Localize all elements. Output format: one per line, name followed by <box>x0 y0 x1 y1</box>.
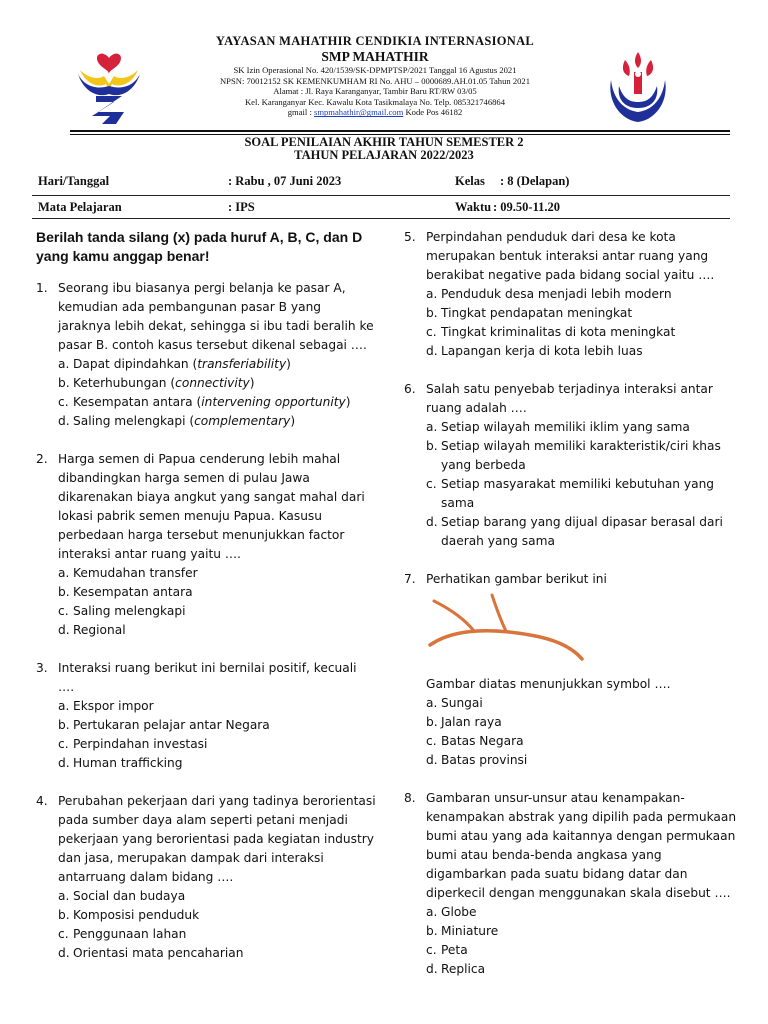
option-a[interactable]: a. Globe <box>426 905 477 919</box>
option-a[interactable]: a. Ekspor impor <box>58 699 154 713</box>
option-c[interactable]: c. Tingkat kriminalitas di kota meningkat <box>426 325 676 339</box>
option-b[interactable]: b. Jalan raya <box>426 715 502 729</box>
option-d[interactable]: d. Human trafficking <box>58 756 183 770</box>
option-b[interactable]: b. Komposisi penduduk <box>58 908 200 922</box>
option-d[interactable]: d. Regional <box>58 623 126 637</box>
contact-line <box>150 107 600 118</box>
question-number: 2. <box>36 452 48 466</box>
postal-code: Kode Pos 46182 <box>403 107 463 118</box>
email-label: gmail : <box>287 107 314 118</box>
river-symbol-icon <box>426 593 586 661</box>
options <box>36 564 376 640</box>
question-text: 8. Gambaran unsur-unsur atau kenampakan-kenampakan abstrak yang dipilih pada permukaan bumi atau yang ada kaitannya dengan permukaan bumi atau benda-benda angkasa yang digambarkan pada suatu bidang datar dan diperkecil dengan menggunakan skala disebut …. <box>404 791 737 900</box>
instruction: Berilah tanda silang (x) pada huruf A, B, C, dan D yang kamu anggap benar! <box>36 229 363 264</box>
question-7 <box>404 570 744 770</box>
option-c[interactable]: c. Penggunaan lahan <box>58 927 187 941</box>
options <box>36 355 376 431</box>
class-value: : 8 (Delapan) <box>500 174 570 188</box>
options <box>404 694 744 770</box>
option-a[interactable]: a. Sungai <box>426 696 483 710</box>
email-link[interactable]: smpmahathir@gmail.com <box>313 107 404 118</box>
class-label: Kelas <box>455 174 485 188</box>
option-c[interactable]: c. Setiap masyarakat memiliki kebutuhan yang sama <box>426 477 715 510</box>
header-divider-thick <box>70 130 730 132</box>
foundation-name: YAYASAN MAHATHIR CENDIKIA INTERNASIONAL <box>215 34 535 48</box>
option-c[interactable]: c. Perpindahan investasi <box>58 737 208 751</box>
question-text: 5. Perpindahan penduduk dari desa ke kota merupakan bentuk interaksi antar ruang yang berakibat negative pada bidang social yaitu …. <box>404 230 715 282</box>
option-c[interactable]: c. Saling melengkapi <box>58 604 186 618</box>
day-value: : Rabu , 07 Juni 2023 <box>228 174 342 188</box>
question-6 <box>404 380 744 551</box>
question-number: 8. <box>404 791 416 805</box>
option-c[interactable]: c. Batas Negara <box>426 734 524 748</box>
question-5 <box>404 228 744 361</box>
letterhead-text <box>150 34 600 118</box>
question-text: 7. Perhatikan gambar berikut ini <box>404 570 744 589</box>
option-b[interactable]: b. Tingkat pendapatan meningkat <box>426 306 633 320</box>
school-emblem-icon <box>76 50 142 126</box>
option-b[interactable]: b. Kesempatan antara <box>58 585 193 599</box>
question-number: 4. <box>36 794 48 808</box>
exam-title <box>0 136 768 162</box>
question-number: 3. <box>36 661 48 675</box>
option-d[interactable]: d. Batas provinsi <box>426 753 528 767</box>
questions-left-column <box>36 228 376 982</box>
option-d[interactable]: d. Lapangan kerja di kota lebih luas <box>426 344 643 358</box>
info-divider <box>32 218 730 219</box>
options <box>404 285 744 361</box>
district-line: Kel. Karanganyar Kec. Kawalu Kota Tasikmalaya No. Telp. 085321746864 <box>244 96 506 107</box>
letterhead <box>0 34 768 126</box>
options <box>36 697 376 773</box>
question-text: 1. Seorang ibu biasanya pergi belanja ke pasar A, kemudian ada pembangunan pasar B yang jaraknya lebih dekat, sehingga si ibu tadi beralih ke pasar B. contoh kasus tersebut dikenal sebagai …. <box>36 281 374 352</box>
options <box>404 903 744 979</box>
exam-title-line2: TAHUN PELAJARAN 2022/2023 <box>294 148 474 162</box>
option-d[interactable]: d. Saling melengkapi (complementary) <box>58 414 296 428</box>
info-divider <box>32 195 730 196</box>
question-text: 3. Interaksi ruang berikut ini bernilai positif, kecuali …. <box>36 661 357 694</box>
question-2 <box>36 450 376 640</box>
question-8 <box>404 789 744 979</box>
license-line: SK Izin Operasional No. 420/1539/SK-DPMPTSP/2021 Tanggal 16 Agustus 2021 <box>233 65 517 75</box>
foundation-emblem-icon <box>603 46 673 130</box>
school-name: SMP MAHATHIR <box>321 49 429 64</box>
option-a[interactable]: a. Dapat dipindahkan (transferiability) <box>58 357 291 371</box>
option-b[interactable]: b. Setiap wilayah memiliki karakteristik/ciri khas yang berbeda <box>426 439 721 472</box>
option-c[interactable]: c. Peta <box>426 943 468 957</box>
address-line: Alamat : Jl. Raya Karanganyar, Tambir Baru RT/RW 03/05 <box>273 86 477 97</box>
question-followup: Gambar diatas menunjukkan symbol …. <box>426 677 671 691</box>
option-a[interactable]: a. Kemudahan transfer <box>58 566 198 580</box>
question-number: 7. <box>404 572 416 586</box>
time-value: : 09.50-11.20 <box>493 200 561 214</box>
time-label: Waktu <box>455 200 492 214</box>
exam-title-line1: SOAL PENILAIAN AKHIR TAHUN SEMESTER 2 <box>244 135 524 149</box>
questions-right-column <box>404 228 744 998</box>
option-b[interactable]: b. Keterhubungan (connectivity) <box>58 376 255 390</box>
question-1 <box>36 279 376 431</box>
question-number: 1. <box>36 281 48 295</box>
option-a[interactable]: a. Social dan budaya <box>58 889 186 903</box>
option-d[interactable]: d. Orientasi mata pencaharian <box>58 946 244 960</box>
option-a[interactable]: a. Penduduk desa menjadi lebih modern <box>426 287 672 301</box>
options <box>404 418 744 551</box>
day-label: Hari/Tanggal <box>38 174 110 188</box>
subject-label: Mata Pelajaran <box>38 200 122 214</box>
question-number: 6. <box>404 382 416 396</box>
options <box>36 887 376 963</box>
question-text: 2. Harga semen di Papua cenderung lebih mahal dibandingkan harga semen di pulau Jawa dikarenakan biaya angkut yang sangat mahal dari lokasi pabrik semen menuju Papua. Kasusu perbedaan harga tersebut menunjukkan factor interaksi antar ruang yaitu …. <box>36 452 365 561</box>
option-a[interactable]: a. Setiap wilayah memiliki iklim yang sama <box>426 420 690 434</box>
question-number: 5. <box>404 230 416 244</box>
subject-value: : IPS <box>228 200 255 214</box>
option-b[interactable]: b. Pertukaran pelajar antar Negara <box>58 718 270 732</box>
option-c[interactable]: c. Kesempatan antara (intervening opportunity) <box>58 395 351 409</box>
question-4 <box>36 792 376 963</box>
option-d[interactable]: d. Replica <box>426 962 486 976</box>
question-3 <box>36 659 376 773</box>
npsn-line: NPSN: 70012152 SK KEMENKUMHAM RI No. AHU – 0000689.AH.01.05 Tahun 2021 <box>219 75 531 86</box>
option-d[interactable]: d. Setiap barang yang dijual dipasar berasal dari daerah yang sama <box>426 515 723 548</box>
option-b[interactable]: b. Miniature <box>426 924 499 938</box>
question-text: 4. Perubahan pekerjaan dari yang tadinya berorientasi pada sumber daya alam seperti petani menjadi pekerjaan yang berorientasi pada kegiatan industry dan jasa, merupakan dampak dari interaksi antarruang dalam bidang …. <box>36 794 376 884</box>
question-text: 6. Salah satu penyebab terjadinya interaksi antar ruang adalah …. <box>404 382 713 415</box>
